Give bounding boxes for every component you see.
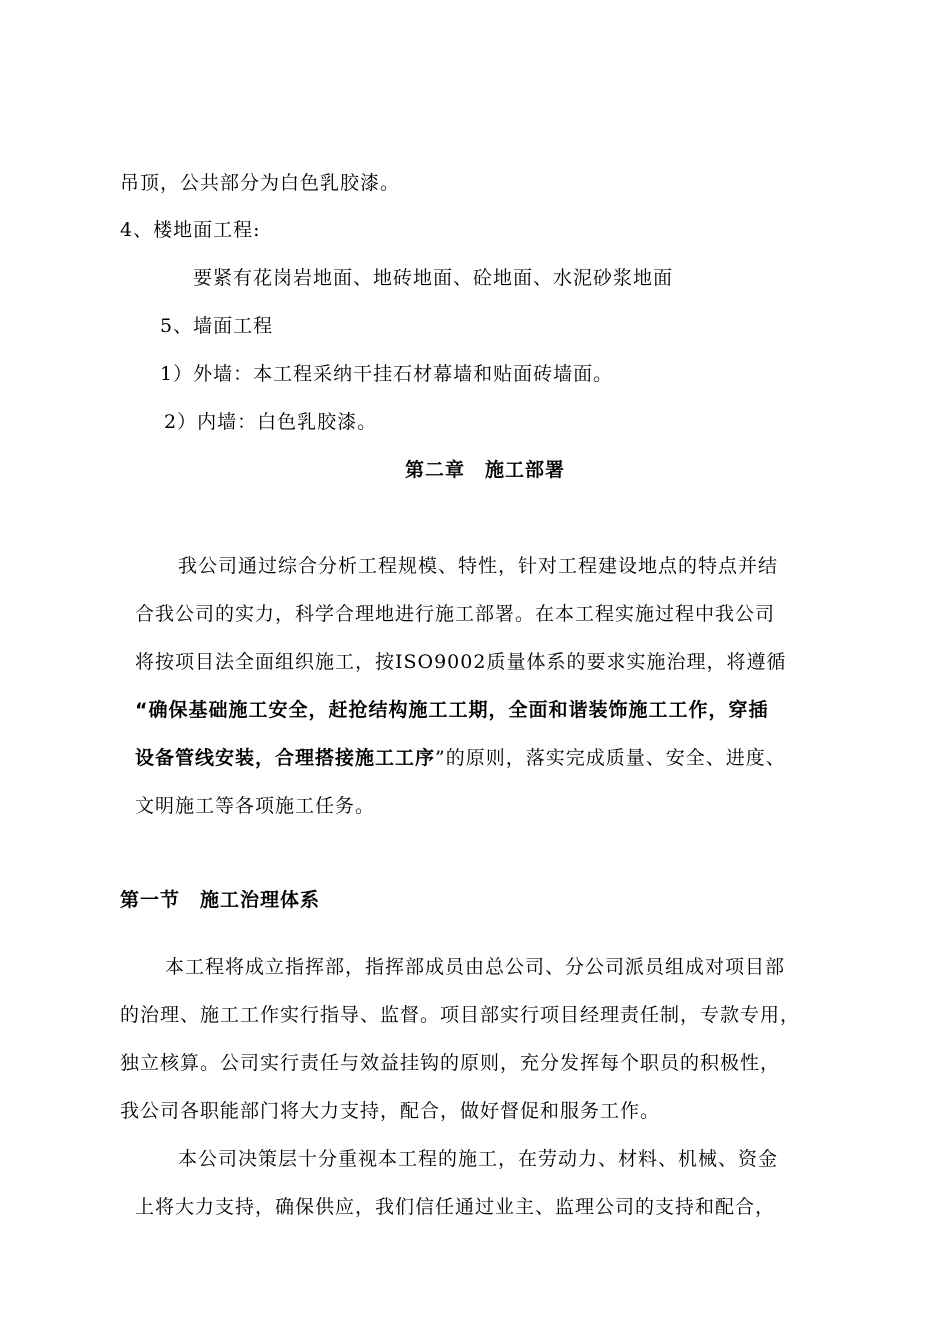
- section-1-title: 第一节 施工治理体系: [120, 889, 321, 911]
- intro-line-5-rest: ”的原则，落实完成质量、安全、进度、: [435, 747, 786, 769]
- item-4-text: 要紧有花岗岩地面、地砖地面、砼地面、水泥砂浆地面: [193, 267, 674, 289]
- item-5-title: 5、墙面工程: [160, 315, 274, 337]
- section-1-p1-line-2: 的治理、施工工作实行指导、监督。项目部实行项目经理责任制，专款专用，: [120, 1004, 801, 1026]
- section-1-p1-line-1: 本工程将成立指挥部，指挥部成员由总公司、分公司派员组成对项目部: [165, 956, 786, 978]
- item-5-sub-2: 2）内墙：白色乳胶漆。: [164, 411, 378, 433]
- intro-line-3: 将按项目法全面组织施工，按ISO9002质量体系的要求实施治理，将遵循: [135, 651, 787, 673]
- intro-line-4-bold: “确保基础施工安全，赶抢结构施工工期，全面和谐装饰施工工作，穿插: [135, 699, 769, 721]
- intro-line-2: 合我公司的实力，科学合理地进行施工部署。在本工程实施过程中我公司: [135, 603, 776, 625]
- section-1-p1-line-3: 独立核算。公司实行责任与效益挂钩的原则，充分发挥每个职员的积极性，: [120, 1052, 781, 1074]
- section-1-p2-line-2: 上将大力支持，确保供应，我们信任通过业主、监理公司的支持和配合，: [135, 1196, 776, 1218]
- intro-line-6: 文明施工等各项施工任务。: [135, 795, 376, 817]
- section-1-p2-line-1: 本公司决策层十分重视本工程的施工，在劳动力、材料、机械、资金: [178, 1148, 779, 1170]
- section-1-p1-line-4: 我公司各职能部门将大力支持，配合，做好督促和服务工作。: [120, 1100, 661, 1122]
- item-4-title: 4、楼地面工程:: [120, 219, 261, 241]
- item-5-sub-1: 1）外墙：本工程采纳干挂石材幕墙和贴面砖墙面。: [160, 363, 614, 385]
- intro-line-5-bold: 设备管线安装，合理搭接施工工序: [135, 747, 436, 769]
- intro-line-5: [135, 746, 786, 770]
- body-line-ceiling: 吊顶，公共部分为白色乳胶漆。: [120, 172, 401, 194]
- intro-line-1: 我公司通过综合分析工程规模、特性，针对工程建设地点的特点并结: [178, 555, 779, 577]
- chapter-title: 第二章 施工部署: [405, 459, 566, 481]
